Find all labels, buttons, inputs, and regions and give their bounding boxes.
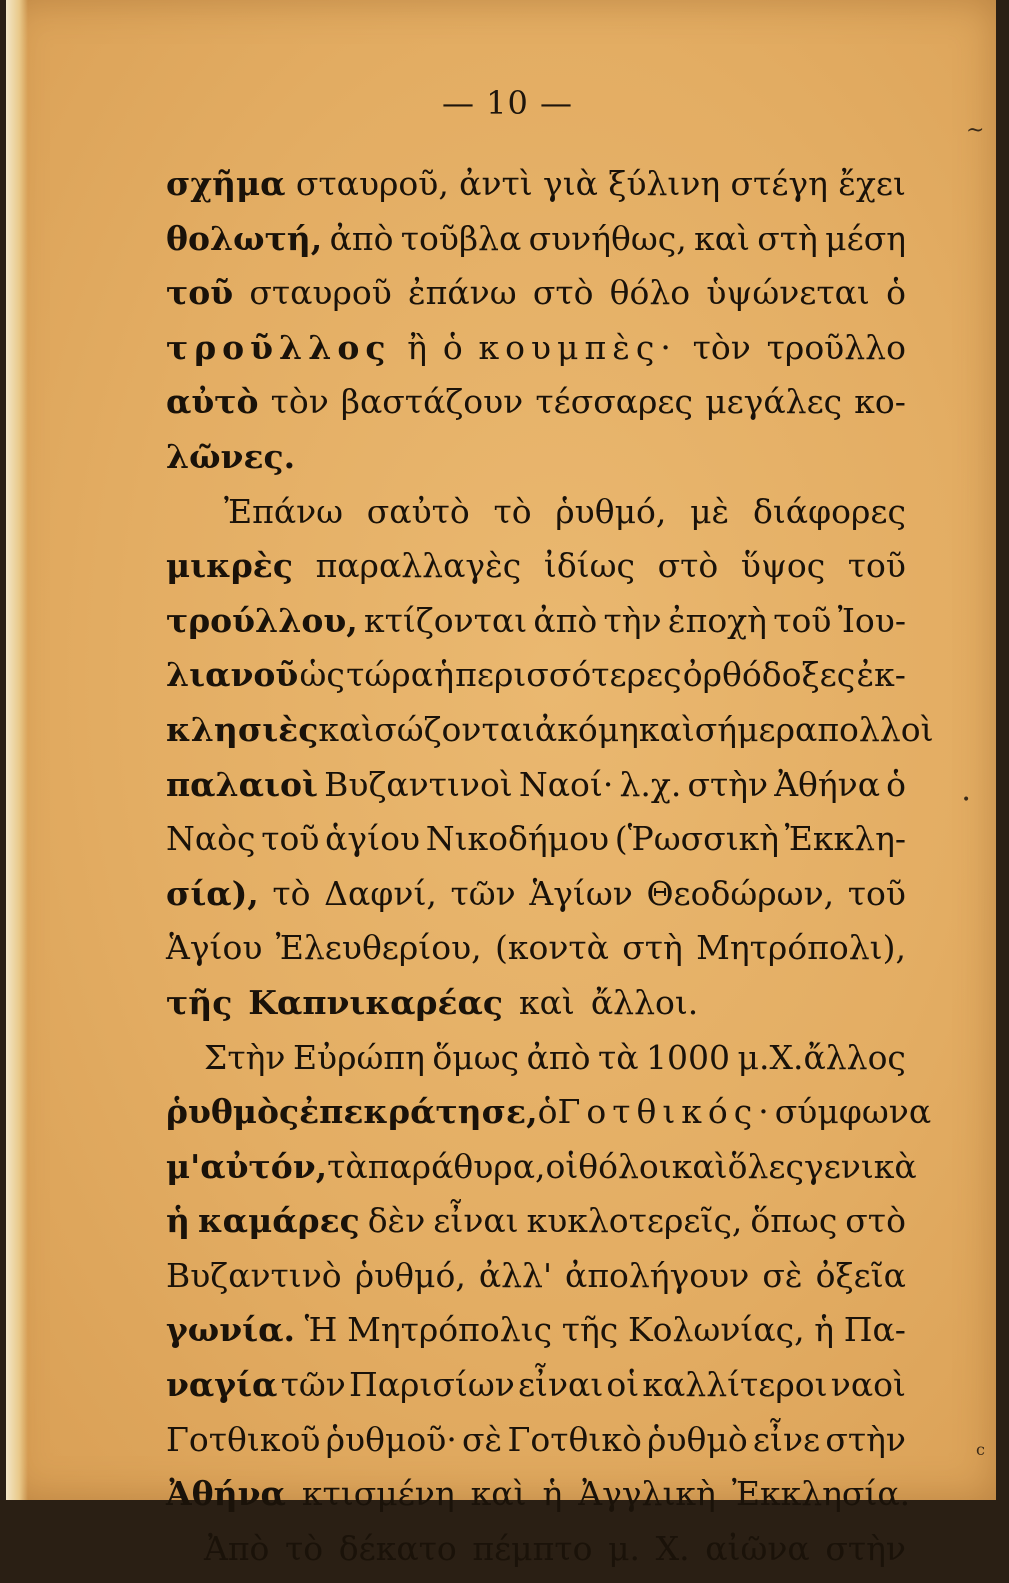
text-line [166, 1038, 906, 1093]
word: Μητρόπολι), [696, 928, 906, 968]
word: Γοτθικός· [557, 1092, 775, 1132]
body-text [166, 164, 934, 1583]
word: τοῦβλα [400, 218, 522, 258]
word: ἁγίου [325, 819, 421, 859]
page-spine-edge [6, 0, 28, 1500]
text-line [166, 1256, 906, 1311]
word: στὸ [532, 273, 594, 313]
word: σὲ [462, 1419, 503, 1459]
word: ὀρθόδοξες [682, 655, 856, 695]
text-line [166, 328, 906, 383]
word: ξύλινη [608, 164, 721, 203]
word: Ἀπὸ [204, 1528, 270, 1568]
word: μὲ [690, 491, 730, 531]
word: τέσσαρες [535, 382, 694, 422]
word: τὴν [603, 600, 662, 640]
word: σὲ [762, 1255, 803, 1295]
word: ὁ [537, 1092, 558, 1132]
word: Ἡ [304, 1310, 338, 1350]
word: Θεοδώρων, [646, 873, 835, 913]
word: ἐποχὴ [667, 600, 767, 640]
word: σταυροῦ, [295, 164, 449, 203]
text-line [166, 546, 906, 601]
word: στὸ [657, 546, 719, 586]
word: Ἐπάνω [224, 491, 344, 531]
text-line [166, 164, 906, 219]
word: Πα- [843, 1310, 906, 1350]
word: σύμφωνα [774, 1092, 932, 1132]
word: ἀπολήγουν [565, 1255, 750, 1295]
word: Ναοί· [518, 764, 614, 804]
word: ἀπὸ [526, 1037, 591, 1077]
word: τοῦ [261, 819, 320, 859]
word: κτίζονται [364, 600, 528, 640]
word: (Ῥωσσικὴ [614, 819, 780, 859]
word: καὶ [318, 709, 375, 749]
word: ἐκ- [856, 655, 906, 695]
word: ὅμως [432, 1037, 520, 1077]
word: τὰ [327, 1146, 368, 1186]
word: ὅλες [727, 1146, 804, 1186]
word: στὴν [825, 1528, 906, 1568]
word: 1000 [646, 1037, 731, 1077]
word: σχῆμα [166, 164, 286, 203]
word: ῥυθμὸ [647, 1419, 748, 1459]
word: ὕψος [740, 546, 826, 586]
word: ἄλλοι. [590, 982, 699, 1022]
word: ἀκόμη [534, 709, 639, 749]
word: τροῦλλος [166, 327, 392, 367]
word: Δαφνί, [324, 873, 437, 913]
word: ὁ [886, 273, 906, 313]
word: δέκατο [338, 1528, 457, 1568]
word: ὁ [886, 764, 906, 804]
word: Βυζαντινὸ [166, 1255, 342, 1295]
word: Ἀθήνα [166, 1474, 286, 1514]
word: γενικὰ [803, 1146, 917, 1186]
word: τρούλλου, [166, 600, 358, 640]
word: ἔχει [838, 164, 906, 203]
word: οἱ [545, 1146, 579, 1186]
word: Ἐκκλη- [784, 819, 906, 859]
text-line [166, 382, 906, 437]
word: καμάρες [197, 1201, 360, 1241]
word: στέγη [730, 164, 828, 203]
word: μέση [825, 218, 906, 258]
word: παραλλαγὲς [315, 546, 522, 586]
text-line [166, 983, 906, 1038]
word: καλλίτεροι [642, 1365, 828, 1405]
word: ὑψώνεται [706, 273, 870, 313]
word: κυκλοτερεῖς, [526, 1201, 743, 1241]
word: σαὐτὸ [366, 491, 470, 531]
word: στὴν [825, 1419, 906, 1459]
word: στὴ [757, 218, 818, 258]
word: αὐτὸ [166, 382, 259, 422]
word: καὶ [694, 218, 750, 258]
word: ἀλλ' [478, 1255, 553, 1295]
text-line [166, 492, 906, 547]
text-line [166, 1310, 906, 1365]
text-line [166, 219, 906, 274]
margin-mark: ~ [966, 118, 985, 143]
word: στὴν [687, 764, 769, 804]
word: ἀντὶ [459, 164, 533, 203]
word: Ἀγγλικὴ [578, 1474, 716, 1514]
word: μεγάλες [705, 382, 843, 422]
word: Χ. [655, 1528, 690, 1568]
word: λῶνες. [166, 436, 296, 476]
word: ἡ [542, 1474, 563, 1514]
word: Γοτθικοῦ [166, 1419, 321, 1459]
word: τῶν [280, 1365, 346, 1405]
word: Ἀθήνα [774, 764, 881, 804]
word: λ.χ. [619, 764, 682, 804]
page-number: — 10 — [441, 84, 574, 122]
text-line [166, 1420, 906, 1475]
text-line [166, 765, 906, 820]
word: ἡ [166, 1201, 190, 1241]
word: καὶ [638, 709, 695, 749]
word: κλησιὲς [166, 709, 319, 749]
word: ῥυθμό, [354, 1255, 466, 1295]
word: κουμπὲς· [478, 327, 677, 367]
word: τὰ [597, 1037, 639, 1077]
word: σία), [166, 873, 259, 913]
text-line [166, 928, 906, 983]
word: στὸ [845, 1201, 906, 1241]
word: τοῦ [847, 873, 906, 913]
word: Ἐκκλησία. [731, 1474, 911, 1514]
word: ἀπὸ [533, 600, 598, 640]
word: τώρα [346, 655, 433, 695]
margin-mark: • [962, 792, 971, 808]
word: τοῦ [773, 600, 832, 640]
word: τὸν [270, 382, 329, 422]
word: τὸ [272, 873, 311, 913]
word: πολλοὶ [817, 709, 934, 749]
word: ἡ [814, 1310, 835, 1350]
word: μικρὲς [166, 546, 293, 586]
word: οἱ [606, 1365, 640, 1405]
text-line [166, 655, 906, 710]
word: μ'αὐτόν, [166, 1146, 328, 1186]
word: ναοὶ [830, 1365, 906, 1405]
word: Μητρόπολις [347, 1310, 553, 1350]
text-line [166, 1474, 911, 1529]
word: ὡς [299, 655, 345, 695]
word: παλαιοὶ [166, 764, 319, 804]
text-line [166, 437, 906, 492]
word: τὸ [285, 1528, 324, 1568]
word: διάφορες [752, 491, 906, 531]
word: θόλο [609, 273, 691, 313]
word: ναγία [166, 1365, 278, 1405]
word: τοῦ [847, 546, 906, 586]
word: στὴ [622, 928, 683, 968]
word: ῥυθμοῦ· [325, 1419, 457, 1459]
word: λιανοῦ [166, 655, 299, 695]
word: παράθυρα, [367, 1146, 546, 1186]
word: Ἁγίου [166, 928, 263, 968]
word: θόλοι [578, 1146, 672, 1186]
word: σήμερα [694, 709, 818, 749]
word: μ. [608, 1528, 640, 1568]
text-line [166, 1201, 906, 1256]
word: Κολωνίας, [627, 1310, 805, 1350]
word: σταυροῦ [249, 273, 392, 313]
word: ὁ [442, 327, 463, 367]
word: Ἰου- [837, 600, 906, 640]
word: καὶ [671, 1146, 728, 1186]
word: εἶναι [433, 1201, 519, 1241]
word: γωνία. [166, 1310, 295, 1350]
word: εἶνε [752, 1419, 821, 1459]
word: Ναὸς [166, 819, 256, 859]
word: τὸ [493, 491, 532, 531]
word: ῥυθμό, [555, 491, 667, 531]
word: αἰῶνα [705, 1528, 810, 1568]
margin-mark: c [976, 1440, 985, 1459]
text-line [166, 1146, 917, 1202]
word: περισσότερες [455, 655, 682, 695]
text-line [166, 1529, 906, 1583]
word: γιὰ [543, 164, 598, 203]
word: Γοτθικὸ [507, 1419, 642, 1459]
word: καὶ [519, 982, 575, 1022]
word: συνήθως, [528, 218, 687, 258]
word: Νικοδήμου [425, 819, 610, 859]
word: ἀπὸ [329, 218, 394, 258]
word: δὲν [367, 1201, 426, 1241]
word: σώζονται [374, 709, 535, 749]
word: καὶ [470, 1474, 527, 1514]
word: κτισμένη [301, 1474, 455, 1514]
text-line [166, 709, 934, 765]
word: εἶναι [517, 1365, 604, 1405]
word: τῆς [166, 982, 233, 1022]
text-line [166, 874, 906, 929]
word: τῶν [450, 873, 516, 913]
book-page [6, 0, 996, 1568]
word: Βυζαντινοὶ [324, 764, 513, 804]
word: τὸν [692, 327, 751, 367]
word: Παρισίων [348, 1365, 515, 1405]
word: ὅπως [750, 1201, 838, 1241]
text-line [166, 273, 906, 328]
word: (κοντὰ [494, 928, 609, 968]
word: Ἐλευθερίου, [275, 928, 482, 968]
text-line [166, 819, 906, 874]
word: Ἁγίων [529, 873, 633, 913]
word: Στὴν [204, 1037, 286, 1077]
text-line [166, 1092, 932, 1147]
word: Καπνικαρέας [248, 982, 504, 1022]
word: ἰδίως [543, 546, 636, 586]
word: θολωτή, [166, 218, 323, 258]
word: ῥυθμὸς [166, 1092, 300, 1132]
word: τροῦλλο [766, 327, 906, 367]
word: πέμπτο [472, 1528, 593, 1568]
text-line [166, 1365, 906, 1420]
word: κο- [854, 382, 906, 422]
word: τῆς [561, 1310, 619, 1350]
word: ὀξεῖα [815, 1255, 906, 1295]
text-line [166, 601, 906, 656]
word: βαστάζουν [340, 382, 524, 422]
word: τοῦ [166, 273, 234, 313]
word: ἢ [407, 327, 428, 367]
word: ἐπάνω [407, 273, 517, 313]
word: μ.Χ.ἄλλος [737, 1037, 906, 1077]
word: ἡ [434, 655, 454, 695]
word: Εὐρώπη [292, 1037, 425, 1077]
word: ἐπεκράτησε, [299, 1092, 538, 1132]
